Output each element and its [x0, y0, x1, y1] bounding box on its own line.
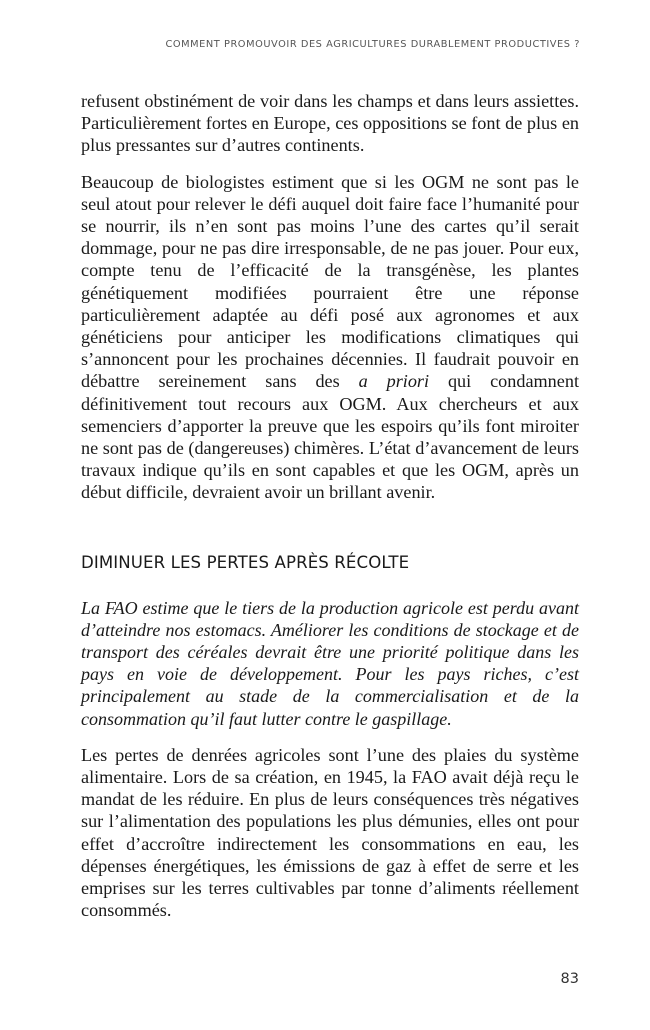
- section-paragraph: Les pertes de denrées agricoles sont l’une des plaies du système alimentaire. Lors de sa création, en 1945, la FAO avait déjà reçu le mandat de les réduire. En plus de leurs conséquences très négatives sur l’alimentation des populations les plus démunies, elles ont pour effet d’accroître indirectement les consommations en eau, les dépenses énergétiques, les émissions de gaz à effet de serre et les emprises sur les terres cultivables par tonne d’aliments réellement consommés.: [81, 744, 579, 921]
- body-paragraph-2: [81, 171, 579, 504]
- body-paragraph-2-part-1: Beaucoup de biologistes estiment que si les OGM ne sont pas le seul atout pour relever le défi auquel doit faire face l’humanité pour se nourrir, ils n’en sont pas moins l’une des cartes qu’il serait dommage, pour ne pas dire irresponsable, de ne pas jouer. Pour eux, compte tenu de l’efficacité de la transgénèse, les plantes génétiquement modifiées pourraient être une réponse particulièrement adaptée au défi posé aux agronomes et aux généticiens pour anticiper les modifications climatiques qui s’annoncent pour les prochaines décennies. Il faudrait pouvoir en débattre sereinement sans des: [81, 171, 579, 392]
- italic-phrase: a priori: [358, 371, 430, 392]
- body-paragraph-2-part-2: qui condamnent définitivement tout recours aux OGM. Aux chercheurs et aux semenciers d’apporter la preuve que les espoirs qu’ils font miroiter ne sont pas de (dangereuses) chimères. L’état d’avancement de leurs travaux indique qu’ils en sont capables et que les OGM, après un début difficile, devraient avoir un brillant avenir.: [81, 371, 579, 503]
- page-number: 83: [560, 971, 579, 987]
- section-lead: La FAO estime que le tiers de la production agricole est perdu avant d’atteindre nos estomacs. Améliorer les conditions de stockage et de transport des céréales devrait être une priorité politique dans les pays en voie de développement. Pour les pays riches, c’est principalement au stade de la commercialisation et de la consommation qu’il faut lutter contre le gaspillage.: [81, 597, 579, 729]
- running-header: COMMENT PROMOUVOIR DES AGRICULTURES DURABLEMENT PRODUCTIVES ?: [165, 39, 580, 50]
- body-paragraph-1: refusent obstinément de voir dans les champs et dans leurs assiettes. Particulièrement fortes en Europe, ces oppositions se font de plus en plus pressantes sur d’autres continents.: [81, 91, 579, 156]
- section-title: DIMINUER LES PERTES APRÈS RÉCOLTE: [81, 552, 410, 572]
- page-content: [81, 90, 579, 922]
